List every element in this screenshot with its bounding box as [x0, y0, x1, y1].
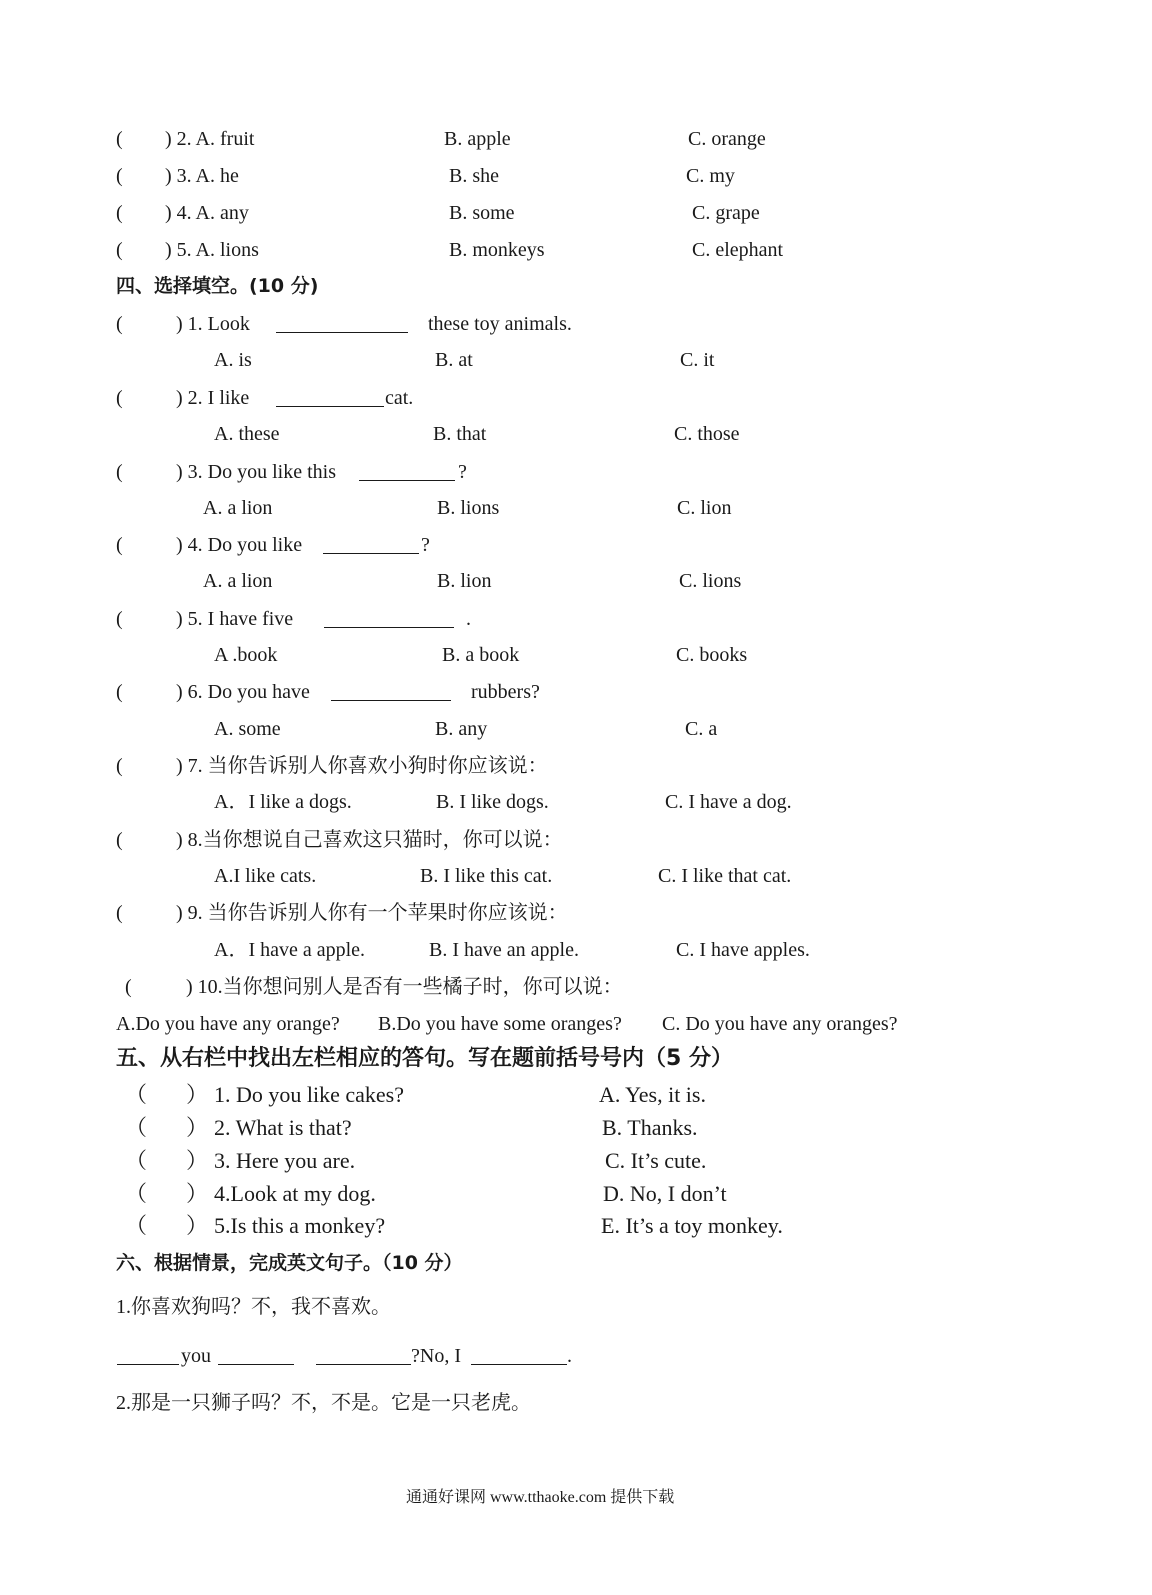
option-a: ) 5. A. lions — [165, 239, 259, 261]
options-row — [0, 566, 1152, 596]
answer-line — [0, 1341, 1152, 1371]
question-text: ) 9. 当你告诉别人你有一个苹果时你应该说： — [176, 902, 568, 924]
options-row — [0, 861, 1152, 891]
question-text: ) 6. Do you have — [176, 681, 310, 703]
option-b: B. I like dogs. — [436, 791, 549, 813]
question-text-tail: ? — [458, 461, 467, 483]
scenario-text: 1.你喜欢狗吗？不，我不喜欢。 — [116, 1296, 391, 1318]
section-heading — [0, 1042, 1152, 1076]
question-row — [0, 898, 1152, 928]
question-text: ) 10.当你想问别人是否有一些橘子时，你可以说： — [186, 976, 623, 998]
answer-blank[interactable] — [323, 553, 419, 554]
list-item — [0, 161, 1152, 191]
option-c: C. I like that cat. — [658, 865, 792, 887]
answer-paren-close: ） — [186, 1148, 209, 1173]
question-text-tail: these toy animals. — [428, 313, 572, 335]
right-answer: A. Yes, it is. — [599, 1082, 706, 1107]
scenario-text: 2.那是一只狮子吗？不，不是。它是一只老虎。 — [116, 1392, 531, 1414]
option-b: B.Do you have some oranges? — [378, 1013, 622, 1035]
answer-paren[interactable]: ( — [116, 202, 123, 224]
answer-paren[interactable]: ( — [116, 165, 123, 187]
left-question: 5.Is this a monkey? — [214, 1213, 386, 1238]
answer-blank[interactable] — [276, 406, 384, 407]
answer-blank[interactable] — [276, 332, 408, 333]
options-row — [0, 1009, 1152, 1039]
option-a: A. some — [214, 718, 281, 740]
question-text-tail: cat. — [385, 387, 414, 409]
answer-paren[interactable]: （ — [125, 1181, 148, 1206]
question-text: ) 2. I like — [176, 387, 250, 409]
question-text: ) 7. 当你告诉别人你喜欢小狗时你应该说： — [176, 755, 548, 777]
question-text: ) 4. Do you like — [176, 534, 303, 556]
matching-row — [0, 1146, 1152, 1176]
answer-paren[interactable]: ( — [116, 461, 123, 483]
section-heading — [0, 271, 1152, 301]
option-b: B. any — [435, 718, 488, 740]
answer-paren-close: ） — [186, 1082, 209, 1107]
question-row — [0, 1292, 1152, 1322]
question-row — [0, 972, 1152, 1002]
left-question: 4.Look at my dog. — [214, 1181, 376, 1206]
matching-row — [0, 1211, 1152, 1241]
right-answer: B. Thanks. — [602, 1115, 698, 1140]
matching-row — [0, 1113, 1152, 1143]
answer-paren[interactable]: ( — [116, 902, 123, 924]
question-text: ) 5. I have five — [176, 608, 294, 630]
matching-row — [0, 1080, 1152, 1110]
option-c: C. those — [674, 423, 740, 445]
answer-blank[interactable] — [316, 1364, 411, 1365]
question-row — [0, 383, 1152, 413]
left-question: 1. Do you like cakes? — [214, 1082, 404, 1107]
option-c: C. it — [680, 349, 715, 371]
option-b: B. at — [435, 349, 473, 371]
options-row — [0, 345, 1152, 375]
options-row — [0, 787, 1152, 817]
options-row — [0, 640, 1152, 670]
options-row — [0, 419, 1152, 449]
section4-heading: 四、选择填空。(10 分) — [116, 275, 319, 297]
option-a: A. a lion — [203, 497, 273, 519]
answer-paren[interactable]: ( — [116, 534, 123, 556]
answer-blank[interactable] — [324, 627, 454, 628]
option-b: B. lions — [437, 497, 500, 519]
option-b: B. I like this cat. — [420, 865, 553, 887]
options-row — [0, 493, 1152, 523]
right-answer: C. It’s cute. — [605, 1148, 707, 1173]
option-a: ) 2. A. fruit — [165, 128, 255, 150]
option-c: C. my — [686, 165, 735, 187]
option-b: B. apple — [444, 128, 511, 150]
section5-heading: 五、从右栏中找出左栏相应的答句。写在题前括号号内（5 分） — [116, 1046, 733, 1071]
question-row — [0, 457, 1152, 487]
section-heading — [0, 1248, 1152, 1278]
option-c: C. grape — [692, 202, 760, 224]
option-a: A．I like a dogs. — [214, 791, 352, 813]
option-c: C. I have a dog. — [665, 791, 792, 813]
answer-paren[interactable]: ( — [116, 755, 123, 777]
option-c: C. lions — [679, 570, 742, 592]
footer-text: 通通好课网 www.tthaoke.com 提供下载 — [406, 1489, 675, 1506]
option-b: B. a book — [442, 644, 520, 666]
answer-blank[interactable] — [471, 1364, 567, 1365]
answer-paren[interactable]: ( — [116, 608, 123, 630]
option-c: C. orange — [688, 128, 766, 150]
section6-heading: 六、根据情景，完成英文句子。（10 分） — [116, 1252, 463, 1274]
option-a: A.I like cats. — [214, 865, 317, 887]
answer-paren-close: ） — [186, 1213, 209, 1238]
option-a: A. these — [214, 423, 280, 445]
option-a: ) 3. A. he — [165, 165, 239, 187]
question-row — [0, 751, 1152, 781]
option-a: A .book — [214, 644, 278, 666]
left-question: 2. What is that? — [214, 1115, 352, 1140]
question-text: ) 1. Look — [176, 313, 250, 335]
answer-paren[interactable]: （ — [125, 1148, 148, 1173]
option-b: B. lion — [437, 570, 492, 592]
option-b: B. that — [433, 423, 487, 445]
answer-paren[interactable]: （ — [125, 1115, 148, 1140]
list-item — [0, 198, 1152, 228]
option-c: C. Do you have any oranges? — [662, 1013, 898, 1035]
options-row — [0, 935, 1152, 965]
matching-row — [0, 1179, 1152, 1209]
answer-paren[interactable]: ( — [116, 681, 123, 703]
list-item — [0, 235, 1152, 265]
right-answer: D. No, I don’t — [603, 1181, 727, 1206]
option-a: ) 4. A. any — [165, 202, 249, 224]
answer-blank[interactable] — [359, 480, 455, 481]
option-c: C. I have apples. — [676, 939, 810, 961]
option-c: C. lion — [677, 497, 732, 519]
answer-paren[interactable]: ( — [116, 387, 123, 409]
question-text-tail: ? — [421, 534, 430, 556]
answer-paren-close: ） — [186, 1181, 209, 1206]
answer-paren[interactable]: （ — [125, 1213, 148, 1238]
question-row — [0, 1388, 1152, 1418]
option-c: C. books — [676, 644, 748, 666]
page-footer — [0, 1483, 1152, 1513]
question-text-tail: . — [466, 608, 471, 630]
option-a: A．I have a apple. — [214, 939, 366, 961]
options-row — [0, 714, 1152, 744]
answer-paren[interactable]: ( — [125, 976, 132, 998]
option-b: B. some — [449, 202, 515, 224]
question-row — [0, 604, 1152, 634]
question-text-tail: rubbers? — [471, 681, 540, 703]
answer-blank[interactable] — [331, 700, 451, 701]
option-a: A.Do you have any orange? — [116, 1013, 340, 1035]
question-row — [0, 530, 1152, 560]
answer-word: ?No, I — [411, 1345, 461, 1367]
answer-blank[interactable] — [218, 1364, 294, 1365]
answer-word: you — [181, 1345, 211, 1367]
right-answer: E. It’s a toy monkey. — [601, 1213, 783, 1238]
answer-paren[interactable]: ( — [116, 829, 123, 851]
answer-paren[interactable]: ( — [116, 239, 123, 261]
list-item — [0, 124, 1152, 154]
option-b: B. I have an apple. — [429, 939, 579, 961]
question-text: ) 8.当你想说自己喜欢这只猫时，你可以说： — [176, 829, 563, 851]
question-row — [0, 677, 1152, 707]
question-row — [0, 825, 1152, 855]
answer-blank[interactable] — [117, 1364, 179, 1365]
option-b: B. she — [449, 165, 499, 187]
answer-paren[interactable]: （ — [125, 1082, 148, 1107]
answer-paren[interactable]: ( — [116, 128, 123, 150]
answer-paren[interactable]: ( — [116, 313, 123, 335]
question-text: ) 3. Do you like this — [176, 461, 336, 483]
answer-word: . — [567, 1345, 572, 1367]
option-a: A. a lion — [203, 570, 273, 592]
option-a: A. is — [214, 349, 252, 371]
left-question: 3. Here you are. — [214, 1148, 356, 1173]
option-c: C. elephant — [692, 239, 784, 261]
question-row — [0, 309, 1152, 339]
answer-paren-close: ） — [186, 1115, 209, 1140]
option-c: C. a — [685, 718, 718, 740]
option-b: B. monkeys — [449, 239, 545, 261]
